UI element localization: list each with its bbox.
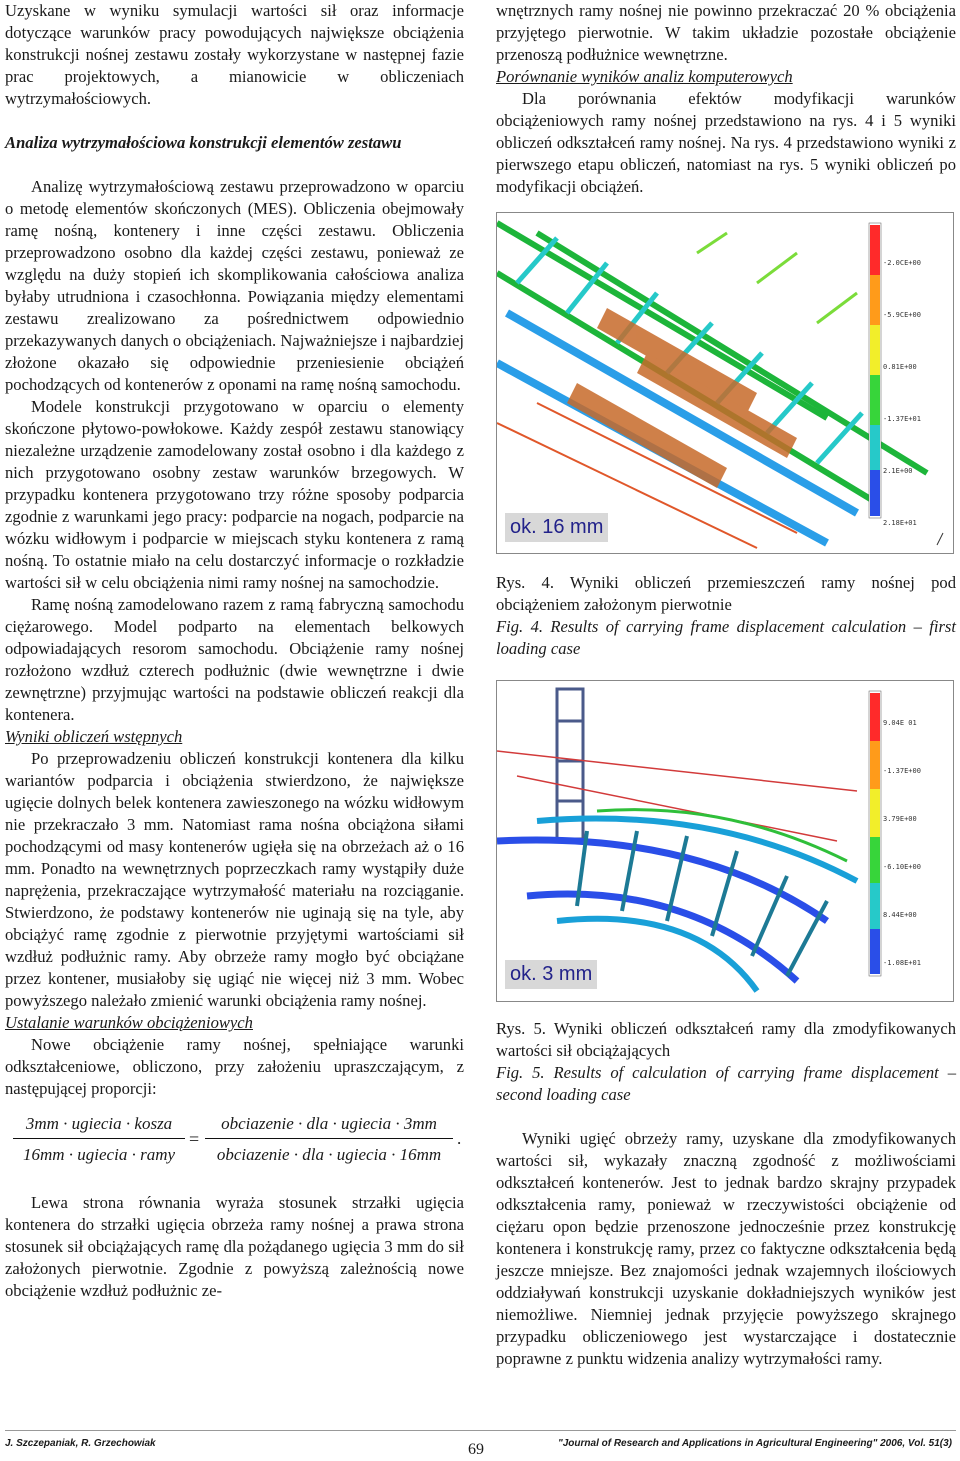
paragraph-frame: Ramę nośną zamodelowano razem z ramą fabryczną samochodu ciężarowego. Model podparto na elementach belkowych odpowiadających resorom samochodu. Obciążenie ramy nośnej rozłożono wzdłuż czterech podłużnic (dwie wewnętrzne i dwie zewnętrzne) przyjmując wartości na podstawie obliczeń reakcji dla kontenera. xyxy=(5,595,464,724)
figure-4-caption-en: Fig. 4. Results of carrying frame displacement calculation – first loading case xyxy=(496,617,956,658)
equation-right-fraction xyxy=(205,1114,453,1165)
legend-value: -5.9CE+00 xyxy=(883,311,921,319)
figure-5-caption-pl: Rys. 5. Wyniki obliczeń odkształceń ramy dla zmodyfikowanych wartości sił obciążających xyxy=(496,1019,956,1060)
figure-4-caption-pl: Rys. 4. Wyniki obliczeń przemieszczeń ramy nośnej pod obciążeniem założonym pierwotnie xyxy=(496,573,956,614)
legend-value: -1.37E+01 xyxy=(883,415,921,423)
subheading-comparison: Porównanie wyników analiz komputerowych xyxy=(496,67,793,86)
right-column xyxy=(496,0,956,1370)
legend-value: 8.44E+00 xyxy=(883,911,917,919)
legend-value: 0.81E+00 xyxy=(883,363,917,371)
equation-left-denominator: 16mm · ugiecia · ramy xyxy=(22,1145,176,1164)
legend-value: -6.10E+00 xyxy=(883,863,921,871)
intro-paragraph: Uzyskane w wyniku symulacji wartości sił oraz informacje dotyczące warunków pracy powodujących największe obciążenia konstrukcji nośnej zestawu zostały wykorzystane w następnej fazie prac projektowych, a mianowicie w obliczeniach wytrzymałościowych. xyxy=(5,1,464,108)
footer-authors: J. Szczepaniak, R. Grzechowiak xyxy=(5,1438,156,1449)
figure-5-legend xyxy=(883,699,921,987)
paragraph-conclusion: Wyniki ugięć obrzeży ramy, uzyskane dla zmodyfikowanych wartości sił, wykazały znaczną zgodność z możliwościami odkształceń kontenerów. Jest to jednak bardzo skrajny przypadek odkształcenia ramy, ponieważ w rzeczywistości obciążenie od ciężaru opon będzie przenoszone jednocześnie przez konstrukcję kontenera i konstrukcję ramy, przez co faktyczne odkształcenia będą jeszcze mniejsze. Bez znajomości jednak wzajemnych ilościowych oddziaływań konstrukcji uzyskanie dokładniejszych wyników jest niemożliwe. Niemniej jednak przyjęcie powyższego skrajnego przypadku obliczeniowego jest wystarczające i dostatecznie poprawne z punktu widzenia analizy wytrzymałości ramy. xyxy=(496,1129,956,1368)
equation-equals-sign: = xyxy=(189,1129,200,1149)
subheading-load-conditions: Ustalanie warunków obciążeniowych xyxy=(5,1013,253,1032)
figure-5-fem-deformation xyxy=(496,680,954,1002)
equation-left-fraction xyxy=(13,1114,185,1165)
paragraph-equation-explanation: Lewa strona równania wyraża stosunek strzałki ugięcia kontenera do strzałki ugięcia obrzeża ramy nośnej a prawa strona stosunek sił obciążających ramę dla pożądanego ugięcia 3 mm do sił założonych pierwotnie. Zgodnie z powyższą zależnością nowe obciążenie wzdłuż podłużnic ze- xyxy=(5,1193,464,1300)
legend-value: 2.18E+01 xyxy=(883,519,917,527)
subheading-preliminary-results: Wyniki obliczeń wstępnych xyxy=(5,727,183,746)
figure-5-displacement-label: ok. 3 mm xyxy=(505,960,597,989)
legend-value: -1.37E+00 xyxy=(883,767,921,775)
paragraph-continuation: wnętrznych ramy nośnej nie powinno przekraczać 20 % obciążenia przyjętego pierwotnie. W takim układzie pozostałe obciążenie przenoszą podłużnice wewnętrzne. xyxy=(496,1,956,64)
legend-value: -2.0CE+00 xyxy=(883,259,921,267)
footer-journal: "Journal of Research and Applications in Agricultural Engineering" 2006, Vol. 51(3) xyxy=(557,1438,952,1449)
page-number: 69 xyxy=(468,1441,484,1458)
figure-5-caption-en: Fig. 5. Results of calculation of carrying frame displacement – second loading case xyxy=(496,1063,956,1104)
section-heading: Analiza wytrzymałościowa konstrukcji elementów zestawu xyxy=(5,133,402,152)
paragraph-preliminary: Po przeprowadzeniu obliczeń konstrukcji kontenera dla kilku wariantów podparcia i obciążenia stwierdzono, że największe ugięcie dolnych belek kontenera zawieszonego na wózku widłowym nie przekraczało 3 mm. Natomiast rama nośna obciążona siłami pochodzącymi od masy kontenerów ugięła się na obrzeżach aż o 16 mm. Ponadto na wewnętrznych poprzeczkach ramy wystąpiły duże naprężenia, przekraczające wytrzymałość materiału na rozciąganie. Stwierdzono, że podstawy kontenerów nie uginają się na tyle, aby obciążyć ramę zgodnie z pierwotnie przyjętymi wartościami sił wzdłuż podłużnic ramy. Aby obrzeże ramy mogło być obciążane przez kontener, musiałoby się ugiąć nie więcej niż 3 mm. Wobec powyższego należało zmienić warunki obciążenia ramy nośnej. xyxy=(5,749,464,1010)
page-footer xyxy=(0,1438,960,1461)
figure-4-fem-displacement xyxy=(496,212,954,554)
left-column xyxy=(5,0,464,1302)
figure-4-displacement-label: ok. 16 mm xyxy=(505,513,608,542)
legend-value: 9.04E 01 xyxy=(883,719,917,727)
legend-value: 2.1E+00 xyxy=(883,467,913,475)
proportion-equation xyxy=(5,1114,464,1174)
equation-period: . xyxy=(457,1129,462,1148)
legend-value: -1.08E+01 xyxy=(883,959,921,967)
paragraph-models: Modele konstrukcji przygotowano w oparciu o elementy skończone płytowo-powłokowe. Każdy zespół zestawu stanowiący niezależne urządzenie zamodelowany został osobno i dla każdego z nich przygotowano osobny zestaw warunków brzegowych. W przypadku kontenera przygotowano trzy różne sposoby podparcia zgodnie z warunkami jego pracy: podparcie na nogach, podparcie na wózku widłowym i podparcie w miejscach styku kontenera z ramą nośną. To ostatnie miało na celu dostarczyć informacje o rozkładzie wartości sił w celu obciążenia nimi ramy nośnej na samochodzie. xyxy=(5,397,464,592)
paragraph-comparison: Dla porównania efektów modyfikacji warunków obciążeniowych ramy nośnej przedstawiono na rys. 4 i 5 wyniki obliczeń odkształceń ramy nośnej. Na rys. 4 przedstawiono wyniki z pierwszego etapu obliczeń, natomiast na rys. 5 wyniki obliczeń po modyfikacji obciążeń. xyxy=(496,89,956,196)
equation-right-denominator: obciazenie · dla · ugiecia · 16mm xyxy=(216,1145,442,1164)
paragraph-fem: Analizę wytrzymałościową zestawu przeprowadzono w oparciu o metodę elementów skończonych (MES). Obliczenia obejmowały ramę nośną, kontenery i inne części zestawu. Obliczenia przeprowadzono osobno dla każdej części zestawu, ponieważ ze względu na duży stopień ich skomplikowania całościowa analiza byłaby utrudniona i czasochłonna. Powiązania między elementami zestawu zrealizowano za pośrednictwem odpowiednio przekazywanych danych o obciążeniach. Najważniejsze i najbardziej złożone okazało się odpowiednie przeniesienie obciążeń pochodzących od kontenerów z oponami na ramę nośną samochodu. xyxy=(5,177,464,394)
equation-left-numerator: 3mm · ugiecia · kosza xyxy=(13,1114,185,1139)
paragraph-new-load: Nowe obciążenie ramy nośnej, spełniające warunki odkształceniowe, obliczono, przy założeniu upraszczającym, z następującej proporcji: xyxy=(5,1035,464,1098)
legend-value: 3.79E+00 xyxy=(883,815,917,823)
figure-4-legend xyxy=(883,237,921,549)
footer-rule xyxy=(5,1430,956,1431)
equation-right-numerator: obciazenie · dla · ugiecia · 3mm xyxy=(205,1114,453,1139)
